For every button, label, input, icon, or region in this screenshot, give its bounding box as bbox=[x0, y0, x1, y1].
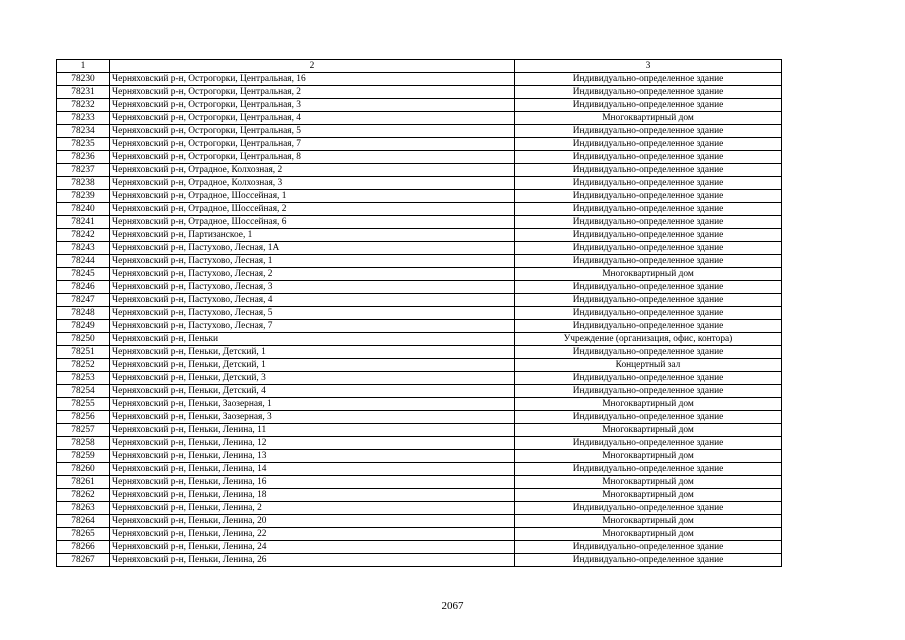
table-row bbox=[57, 463, 782, 476]
table-row bbox=[57, 229, 782, 242]
row-number: 78260 bbox=[57, 463, 110, 476]
row-address: Черняховский р-н, Пастухово, Лесная, 7 bbox=[110, 320, 515, 333]
row-number: 78240 bbox=[57, 203, 110, 216]
table-row bbox=[57, 99, 782, 112]
table-row bbox=[57, 476, 782, 489]
row-address: Черняховский р-н, Пеньки, Ленина, 13 bbox=[110, 450, 515, 463]
row-address: Черняховский р-н, Пеньки, Детский, 3 bbox=[110, 372, 515, 385]
row-building-type: Индивидуально-определенное здание bbox=[515, 255, 782, 268]
row-number: 78250 bbox=[57, 333, 110, 346]
table-row bbox=[57, 242, 782, 255]
row-address: Черняховский р-н, Пеньки, Ленина, 20 bbox=[110, 515, 515, 528]
row-address: Черняховский р-н, Пастухово, Лесная, 2 bbox=[110, 268, 515, 281]
row-building-type: Индивидуально-определенное здание bbox=[515, 463, 782, 476]
table-row bbox=[57, 528, 782, 541]
row-number: 78235 bbox=[57, 138, 110, 151]
row-address: Черняховский р-н, Пеньки, Ленина, 22 bbox=[110, 528, 515, 541]
row-number: 78251 bbox=[57, 346, 110, 359]
table-row bbox=[57, 450, 782, 463]
row-address: Черняховский р-н, Отрадное, Шоссейная, 2 bbox=[110, 203, 515, 216]
row-address: Черняховский р-н, Пеньки, Заозерная, 3 bbox=[110, 411, 515, 424]
row-building-type: Многоквартирный дом bbox=[515, 424, 782, 437]
row-building-type: Индивидуально-определенное здание bbox=[515, 346, 782, 359]
row-building-type: Индивидуально-определенное здание bbox=[515, 281, 782, 294]
row-building-type: Индивидуально-определенное здание bbox=[515, 385, 782, 398]
table-row bbox=[57, 125, 782, 138]
row-number: 78262 bbox=[57, 489, 110, 502]
row-number: 78253 bbox=[57, 372, 110, 385]
table-row bbox=[57, 177, 782, 190]
row-number: 78249 bbox=[57, 320, 110, 333]
row-number: 78231 bbox=[57, 86, 110, 99]
table-row bbox=[57, 112, 782, 125]
row-building-type: Индивидуально-определенное здание bbox=[515, 190, 782, 203]
row-address: Черняховский р-н, Отрадное, Шоссейная, 1 bbox=[110, 190, 515, 203]
row-number: 78236 bbox=[57, 151, 110, 164]
row-building-type: Индивидуально-определенное здание bbox=[515, 554, 782, 567]
row-building-type: Многоквартирный дом bbox=[515, 268, 782, 281]
table-row bbox=[57, 437, 782, 450]
row-address: Черняховский р-н, Пеньки, Детский, 1 bbox=[110, 346, 515, 359]
row-building-type: Индивидуально-определенное здание bbox=[515, 307, 782, 320]
row-building-type: Концертный зал bbox=[515, 359, 782, 372]
row-number: 78243 bbox=[57, 242, 110, 255]
row-address: Черняховский р-н, Партизанское, 1 bbox=[110, 229, 515, 242]
row-address: Черняховский р-н, Острогорки, Центральная, 7 bbox=[110, 138, 515, 151]
row-address: Черняховский р-н, Пеньки, Ленина, 18 bbox=[110, 489, 515, 502]
table-row bbox=[57, 372, 782, 385]
column-header-type: 3 bbox=[515, 60, 782, 73]
row-building-type: Многоквартирный дом bbox=[515, 112, 782, 125]
table-row bbox=[57, 190, 782, 203]
row-number: 78244 bbox=[57, 255, 110, 268]
table-row bbox=[57, 268, 782, 281]
table-row bbox=[57, 73, 782, 86]
row-number: 78232 bbox=[57, 99, 110, 112]
row-building-type: Индивидуально-определенное здание bbox=[515, 294, 782, 307]
row-address: Черняховский р-н, Пастухово, Лесная, 5 bbox=[110, 307, 515, 320]
row-address: Черняховский р-н, Пастухово, Лесная, 1 bbox=[110, 255, 515, 268]
row-address: Черняховский р-н, Пеньки, Ленина, 16 bbox=[110, 476, 515, 489]
row-building-type: Индивидуально-определенное здание bbox=[515, 541, 782, 554]
row-address: Черняховский р-н, Отрадное, Колхозная, 2 bbox=[110, 164, 515, 177]
table-row bbox=[57, 255, 782, 268]
row-address: Черняховский р-н, Пеньки bbox=[110, 333, 515, 346]
row-number: 78238 bbox=[57, 177, 110, 190]
row-building-type: Индивидуально-определенное здание bbox=[515, 138, 782, 151]
row-number: 78237 bbox=[57, 164, 110, 177]
row-address: Черняховский р-н, Пастухово, Лесная, 4 bbox=[110, 294, 515, 307]
row-building-type: Многоквартирный дом bbox=[515, 515, 782, 528]
row-number: 78266 bbox=[57, 541, 110, 554]
row-address: Черняховский р-н, Пеньки, Ленина, 11 bbox=[110, 424, 515, 437]
row-number: 78239 bbox=[57, 190, 110, 203]
row-number: 78255 bbox=[57, 398, 110, 411]
row-number: 78256 bbox=[57, 411, 110, 424]
property-table bbox=[56, 59, 782, 567]
row-building-type: Индивидуально-определенное здание bbox=[515, 320, 782, 333]
table-row bbox=[57, 294, 782, 307]
row-building-type: Индивидуально-определенное здание bbox=[515, 502, 782, 515]
row-address: Черняховский р-н, Острогорки, Центральная, 3 bbox=[110, 99, 515, 112]
page-number: 2067 bbox=[441, 600, 464, 612]
row-address: Черняховский р-н, Острогорки, Центральная, 8 bbox=[110, 151, 515, 164]
table-row bbox=[57, 164, 782, 177]
table-row bbox=[57, 489, 782, 502]
row-address: Черняховский р-н, Пеньки, Ленина, 14 bbox=[110, 463, 515, 476]
row-number: 78257 bbox=[57, 424, 110, 437]
row-number: 78233 bbox=[57, 112, 110, 125]
row-number: 78258 bbox=[57, 437, 110, 450]
table-row bbox=[57, 398, 782, 411]
table-row bbox=[57, 541, 782, 554]
row-number: 78230 bbox=[57, 73, 110, 86]
row-address: Черняховский р-н, Острогорки, Центральная, 5 bbox=[110, 125, 515, 138]
row-address: Черняховский р-н, Отрадное, Шоссейная, 6 bbox=[110, 216, 515, 229]
row-building-type: Индивидуально-определенное здание bbox=[515, 216, 782, 229]
table-row bbox=[57, 138, 782, 151]
table-row bbox=[57, 359, 782, 372]
row-building-type: Индивидуально-определенное здание bbox=[515, 229, 782, 242]
row-building-type: Индивидуально-определенное здание bbox=[515, 73, 782, 86]
row-number: 78242 bbox=[57, 229, 110, 242]
table-row bbox=[57, 151, 782, 164]
row-address: Черняховский р-н, Пеньки, Детский, 4 bbox=[110, 385, 515, 398]
row-number: 78267 bbox=[57, 554, 110, 567]
column-header-number: 1 bbox=[57, 60, 110, 73]
table-row bbox=[57, 385, 782, 398]
row-number: 78252 bbox=[57, 359, 110, 372]
table-body bbox=[57, 73, 782, 567]
row-address: Черняховский р-н, Острогорки, Центральная, 16 bbox=[110, 73, 515, 86]
row-building-type: Индивидуально-определенное здание bbox=[515, 242, 782, 255]
row-number: 78245 bbox=[57, 268, 110, 281]
row-building-type: Индивидуально-определенное здание bbox=[515, 203, 782, 216]
column-header-address: 2 bbox=[110, 60, 515, 73]
row-building-type: Индивидуально-определенное здание bbox=[515, 86, 782, 99]
row-building-type: Многоквартирный дом bbox=[515, 528, 782, 541]
table-header-row bbox=[57, 60, 782, 73]
row-building-type: Учреждение (организация, офис, контора) bbox=[515, 333, 782, 346]
row-number: 78263 bbox=[57, 502, 110, 515]
row-number: 78247 bbox=[57, 294, 110, 307]
row-building-type: Многоквартирный дом bbox=[515, 476, 782, 489]
row-address: Черняховский р-н, Отрадное, Колхозная, 3 bbox=[110, 177, 515, 190]
table-row bbox=[57, 515, 782, 528]
row-building-type: Многоквартирный дом bbox=[515, 450, 782, 463]
row-number: 78241 bbox=[57, 216, 110, 229]
table-row bbox=[57, 281, 782, 294]
row-number: 78246 bbox=[57, 281, 110, 294]
row-number: 78261 bbox=[57, 476, 110, 489]
table-row bbox=[57, 333, 782, 346]
row-building-type: Индивидуально-определенное здание bbox=[515, 164, 782, 177]
table-row bbox=[57, 411, 782, 424]
row-building-type: Индивидуально-определенное здание bbox=[515, 177, 782, 190]
row-address: Черняховский р-н, Пастухово, Лесная, 1А bbox=[110, 242, 515, 255]
table-row bbox=[57, 320, 782, 333]
row-address: Черняховский р-н, Пеньки, Ленина, 2 bbox=[110, 502, 515, 515]
row-number: 78264 bbox=[57, 515, 110, 528]
row-building-type: Индивидуально-определенное здание bbox=[515, 99, 782, 112]
row-building-type: Индивидуально-определенное здание bbox=[515, 411, 782, 424]
row-address: Черняховский р-н, Острогорки, Центральная, 2 bbox=[110, 86, 515, 99]
row-number: 78259 bbox=[57, 450, 110, 463]
table-row bbox=[57, 424, 782, 437]
row-address: Черняховский р-н, Пеньки, Детский, 1 bbox=[110, 359, 515, 372]
table-row bbox=[57, 307, 782, 320]
row-building-type: Многоквартирный дом bbox=[515, 398, 782, 411]
row-address: Черняховский р-н, Пеньки, Ленина, 26 bbox=[110, 554, 515, 567]
row-building-type: Индивидуально-определенное здание bbox=[515, 372, 782, 385]
row-address: Черняховский р-н, Острогорки, Центральная, 4 bbox=[110, 112, 515, 125]
row-building-type: Многоквартирный дом bbox=[515, 489, 782, 502]
row-address: Черняховский р-н, Пеньки, Заозерная, 1 bbox=[110, 398, 515, 411]
row-number: 78248 bbox=[57, 307, 110, 320]
table-row bbox=[57, 216, 782, 229]
row-address: Черняховский р-н, Пеньки, Ленина, 12 bbox=[110, 437, 515, 450]
row-number: 78254 bbox=[57, 385, 110, 398]
table-row bbox=[57, 346, 782, 359]
table-row bbox=[57, 502, 782, 515]
row-address: Черняховский р-н, Пеньки, Ленина, 24 bbox=[110, 541, 515, 554]
table-row bbox=[57, 86, 782, 99]
row-number: 78265 bbox=[57, 528, 110, 541]
row-building-type: Индивидуально-определенное здание bbox=[515, 125, 782, 138]
row-number: 78234 bbox=[57, 125, 110, 138]
table-row bbox=[57, 554, 782, 567]
row-building-type: Индивидуально-определенное здание bbox=[515, 437, 782, 450]
row-building-type: Индивидуально-определенное здание bbox=[515, 151, 782, 164]
table-row bbox=[57, 203, 782, 216]
row-address: Черняховский р-н, Пастухово, Лесная, 3 bbox=[110, 281, 515, 294]
